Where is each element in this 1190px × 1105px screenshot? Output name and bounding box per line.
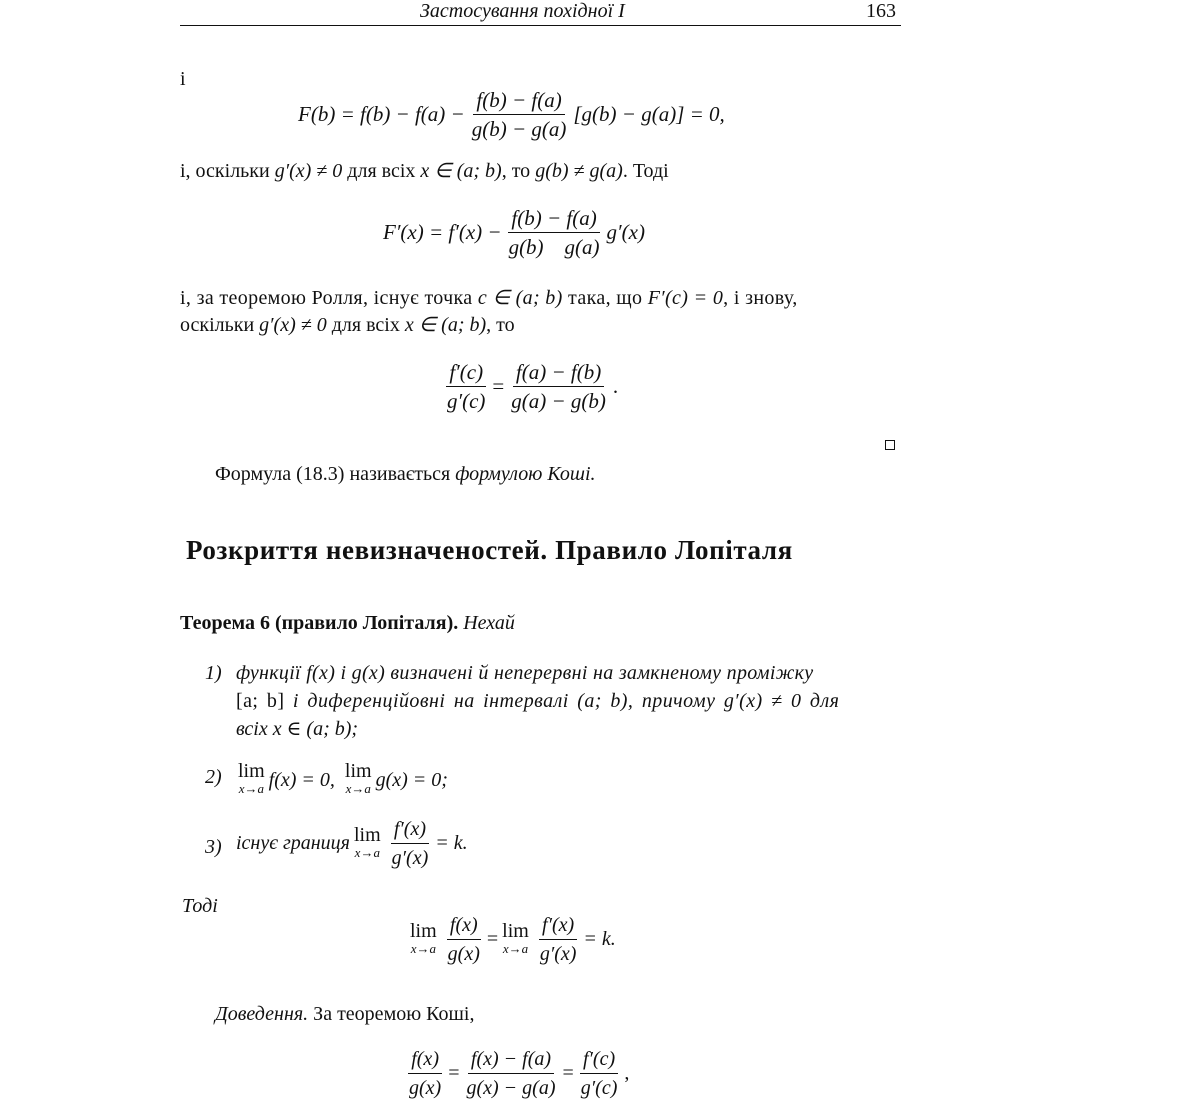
equation-cauchy-result <box>440 360 618 413</box>
proof-line <box>215 1001 474 1027</box>
item1-3b: ; <box>351 718 359 740</box>
text-since-a: і, оскільки <box>180 160 275 182</box>
item1-line3 <box>236 716 358 742</box>
eq-cr-left-fraction <box>444 360 488 413</box>
pf-frac-3 <box>578 1047 621 1100</box>
item3-eq-k: = k. <box>435 832 468 854</box>
lh-frac-1-den: g(x) <box>447 943 480 965</box>
text-rolle-line2 <box>180 312 515 338</box>
item2-lim-1-sub: x→a <box>238 781 264 796</box>
item1-fx: f(x) <box>306 662 336 684</box>
qed-square-icon <box>885 440 895 450</box>
item3-den-gpx: g′(x) <box>391 847 429 869</box>
header-rule <box>180 25 901 26</box>
text-rolle-1c: , і знову, <box>723 287 798 309</box>
item2-fx-eq0: f(x) = 0, <box>268 768 335 791</box>
eq-fb-rhs: [g(b) − g(a)] = 0, <box>573 102 725 126</box>
eq-fb-num: f(b) − f(a) <box>473 88 564 115</box>
lh-lim-1 <box>410 919 437 958</box>
text-rolle-2c: , то <box>486 314 515 336</box>
item1-xin: x ∈ (a; b) <box>272 718 352 740</box>
eq-fp-rhs: g′(x) <box>606 220 645 244</box>
item3-num-fpx: f′(x) <box>391 817 429 844</box>
proof-label: Доведення. <box>215 1003 309 1025</box>
item3-fraction <box>389 817 432 870</box>
item1-1c: визначені й неперервні на замкненому проміжку <box>385 662 814 684</box>
text-rolle-2b: для всіх <box>326 314 405 336</box>
eq-cr-rden: g(a) − g(b) <box>511 389 606 413</box>
connector-i: і <box>180 68 186 90</box>
pf-frac-2-num: f(x) − f(a) <box>468 1047 554 1074</box>
eq-fb-lhs: F(b) = f(b) − f(a) − <box>298 102 465 126</box>
lh-lim-2-word: lim <box>502 919 529 942</box>
pf-equals-2: = <box>562 1062 574 1084</box>
lh-frac-2-num: f′(x) <box>539 913 577 940</box>
theorem-heading <box>180 610 515 636</box>
eq-cr-lnum: f′(c) <box>446 360 486 387</box>
item2-limits <box>234 762 448 798</box>
then-word: Тоді <box>182 895 218 917</box>
item2-lim-1-word: lim <box>238 760 265 782</box>
eq-cr-period: . <box>612 374 619 398</box>
math-c-in-ab: c ∈ (a; b) <box>477 287 563 309</box>
item1-2b: , причому <box>627 690 724 712</box>
item2-lim-2-sub: x→a <box>345 781 371 796</box>
item1-3a: всіх <box>236 718 273 740</box>
theorem-label: Теорема 6 (правило Лопіталя). <box>180 612 459 634</box>
pf-equals-1: = <box>448 1062 460 1084</box>
eq-cr-right-fraction <box>508 360 609 413</box>
item1-closed-interval: [a; b] <box>236 690 285 712</box>
item2-lim-2 <box>345 762 372 798</box>
text-since-b: для всіх <box>342 160 421 182</box>
eq-fp-fraction <box>506 206 603 259</box>
item1-gprime: g′(x) ≠ 0 <box>723 690 802 712</box>
pf-frac-1 <box>406 1047 444 1100</box>
text-rolle-1a: і, за теоремою Ролля, існує точка <box>180 287 478 309</box>
item1-line2 <box>236 688 839 714</box>
equation-F-b <box>298 88 725 141</box>
pf-frac-2 <box>463 1047 558 1100</box>
text-formula-note-a: Формула (18.3) називається <box>215 463 456 485</box>
item1-num: 1) <box>205 662 222 684</box>
text-rolle-1b: така, що <box>562 287 648 309</box>
item2-lim-2-word: lim <box>344 760 372 782</box>
math-Fprime-c0: F′(c) = 0 <box>647 287 724 309</box>
lh-lim-2 <box>502 919 529 958</box>
item3-lim-word: lim <box>353 823 381 846</box>
item1-2a: і диференційовні на інтервалі <box>284 690 578 712</box>
equation-lhopital <box>406 913 616 966</box>
math-gprime-ne0: g′(x) ≠ 0 <box>274 160 343 182</box>
lh-frac-1-num: f(x) <box>447 913 481 940</box>
item1-2c: для <box>801 690 840 712</box>
lh-frac-2-den: g′(x) <box>539 943 577 965</box>
pf-comma: , <box>624 1062 630 1084</box>
item3-text: існує границя <box>236 832 350 854</box>
item1-line1 <box>236 660 813 686</box>
lh-eq-k: = k. <box>583 928 616 950</box>
lh-equals: = <box>486 928 499 950</box>
item2-lim-1 <box>238 762 265 798</box>
text-rolle-2a: оскільки <box>180 314 260 336</box>
eq-fp-num: f(b) − f(a) <box>508 206 599 233</box>
lh-lim-1-word: lim <box>410 919 437 942</box>
math-x-in-ab: x ∈ (a; b) <box>420 160 502 182</box>
pf-frac-2-den: g(x) − g(a) <box>466 1077 556 1099</box>
eq-fp-den: g(b) g(a) <box>508 235 600 259</box>
proof-text: За теоремою Коші, <box>308 1003 475 1025</box>
math-gprime-ne0-2: g′(x) ≠ 0 <box>259 314 327 336</box>
text-since-line <box>180 158 669 184</box>
item1-1b: і <box>335 662 352 684</box>
lh-frac-1 <box>445 913 483 966</box>
eq-cr-lden: g′(c) <box>447 389 486 413</box>
page-number: 163 <box>866 0 896 22</box>
item1-gx: g(x) <box>351 662 386 684</box>
theorem-lead: Нехай <box>463 612 515 634</box>
text-since-d: . Тоді <box>622 160 669 182</box>
text-formula-note <box>215 461 596 487</box>
pf-frac-1-den: g(x) <box>409 1077 442 1099</box>
item3-limit <box>236 817 468 870</box>
pf-frac-3-den: g′(c) <box>580 1077 618 1099</box>
text-formula-note-b: формулою Коші. <box>455 463 596 485</box>
eq-cr-rnum: f(a) − f(b) <box>513 360 604 387</box>
item2-num: 2) <box>205 766 222 788</box>
running-title: Застосування похідної I <box>420 0 625 22</box>
item2-tail: ; <box>441 768 448 791</box>
item3-num: 3) <box>205 836 222 858</box>
text-rolle-line1 <box>180 285 901 311</box>
item3-lim <box>353 823 381 862</box>
lh-lim-2-sub: x→a <box>502 940 529 956</box>
pf-frac-3-num: f′(c) <box>580 1047 618 1074</box>
equation-proof <box>402 1047 629 1100</box>
eq-fb-den: g(b) − g(a) <box>471 117 567 141</box>
item2-gx-eq0: g(x) = 0 <box>375 768 442 791</box>
lh-frac-2 <box>537 913 580 966</box>
pf-frac-1-num: f(x) <box>408 1047 442 1074</box>
text-since-c: , то <box>501 160 536 182</box>
math-x-in-ab-2: x ∈ (a; b) <box>404 314 487 336</box>
item1-1a: функції <box>236 662 307 684</box>
eq-fp-lhs: F′(x) = f′(x) − <box>383 220 502 244</box>
eq-cr-equals: = <box>492 374 505 398</box>
item3-lim-sub: x→a <box>354 844 380 860</box>
equation-F-prime <box>383 206 645 259</box>
lh-lim-1-sub: x→a <box>410 940 436 956</box>
item1-open-interval: (a; b) <box>577 690 628 712</box>
math-gb-ne-ga: g(b) ≠ g(a) <box>535 160 623 182</box>
section-title: Розкриття невизначеностей. Правило Лопіталя <box>186 535 793 565</box>
eq-fb-fraction <box>469 88 570 141</box>
